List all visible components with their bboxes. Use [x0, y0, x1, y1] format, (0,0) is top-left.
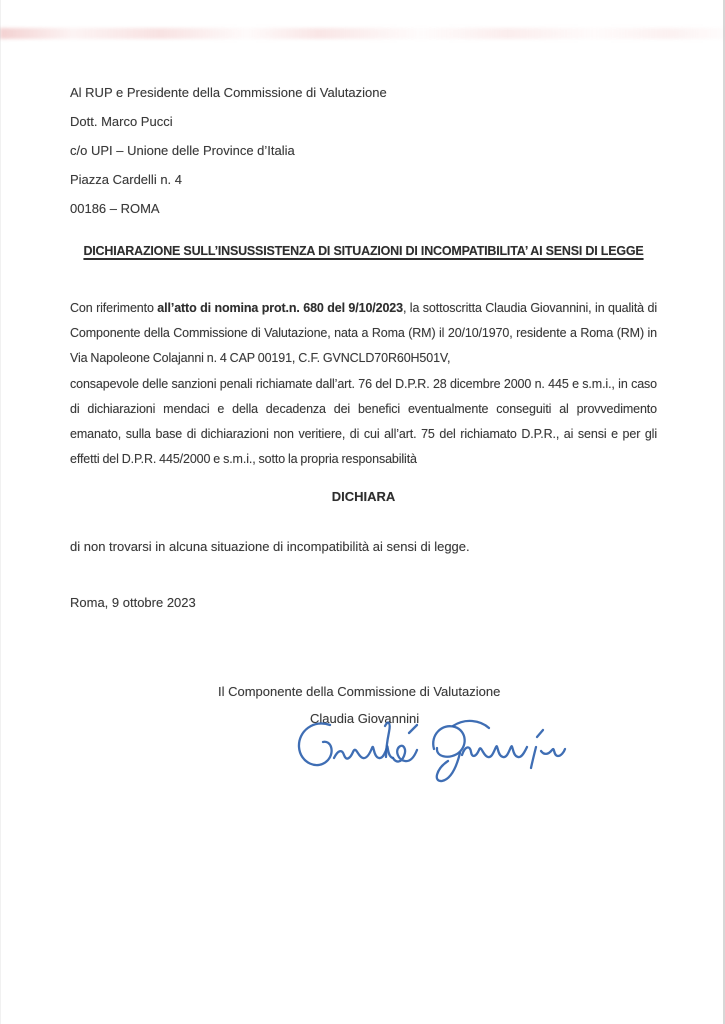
signature-stroke [531, 747, 536, 768]
paragraph-text: Con riferimento [70, 301, 158, 315]
signature-stroke [541, 749, 565, 756]
nomination-reference-bold: all’atto di nomina prot.n. 680 del 9/10/2023 [157, 301, 403, 315]
recipient-line: c/o UPI – Unione delle Province d’Italia [70, 143, 295, 158]
paragraph-text: , la sottoscritta Claudia Giovannini, in qualità di Componente della Commissione di Valutazione, nata a Roma (RM) il 20/10/1970, residente a Roma (RM) in Via Napoleone Colajanni n. 4 CAP 00191, C.F. GVNCLD70R60H501V, [70, 301, 657, 365]
recipient-line: Al RUP e Presidente della Commissione di Valutazione [70, 85, 387, 100]
document-title: DICHIARAZIONE SULL’INSUSSISTENZA DI SITUAZIONI DI INCOMPATIBILITA’ AI SENSI DI LEGGE [83, 244, 644, 258]
signature-role-line: Il Componente della Commissione di Valutazione [218, 684, 501, 699]
date-line: Roma, 9 ottobre 2023 [70, 595, 196, 610]
signature-stroke [409, 725, 417, 733]
signature-stroke [453, 721, 489, 728]
declare-heading: DICHIARA [331, 489, 396, 504]
scan-edge-left [0, 0, 1, 1024]
signature-stroke [299, 723, 332, 765]
body-paragraph-1 [70, 296, 657, 371]
recipient-line: Dott. Marco Pucci [70, 114, 173, 129]
body-paragraph-2: consapevole delle sanzioni penali richiamate dall’art. 76 del D.P.R. 28 dicembre 2000 n. 445 e s.m.i., in caso di dichiarazioni mendaci e della decadenza dei benefici eventualmente conseguiti al provvedimento emanato, sulla base di dichiarazioni non veritiere, di cui all’art. 75 del richiamato D.P.R., ai sensi e per gli effetti del D.P.R. 445/2000 e s.m.i., sotto la propria responsabilità [70, 377, 657, 466]
signature-name-line: Claudia Giovannini [310, 711, 420, 726]
signature-stroke [462, 746, 527, 757]
recipient-block [70, 78, 387, 223]
recipient-line: Piazza Cardelli n. 4 [70, 172, 182, 187]
signature-stroke [537, 730, 543, 737]
declaration-line: di non trovarsi in alcuna situazione di incompatibilità ai sensi di legge. [70, 539, 470, 554]
recipient-line: 00186 – ROMA [70, 201, 160, 216]
signature-stroke [334, 746, 393, 758]
scan-artifact-band [0, 28, 725, 39]
handwritten-signature [290, 713, 572, 785]
signature-stroke [393, 746, 417, 762]
